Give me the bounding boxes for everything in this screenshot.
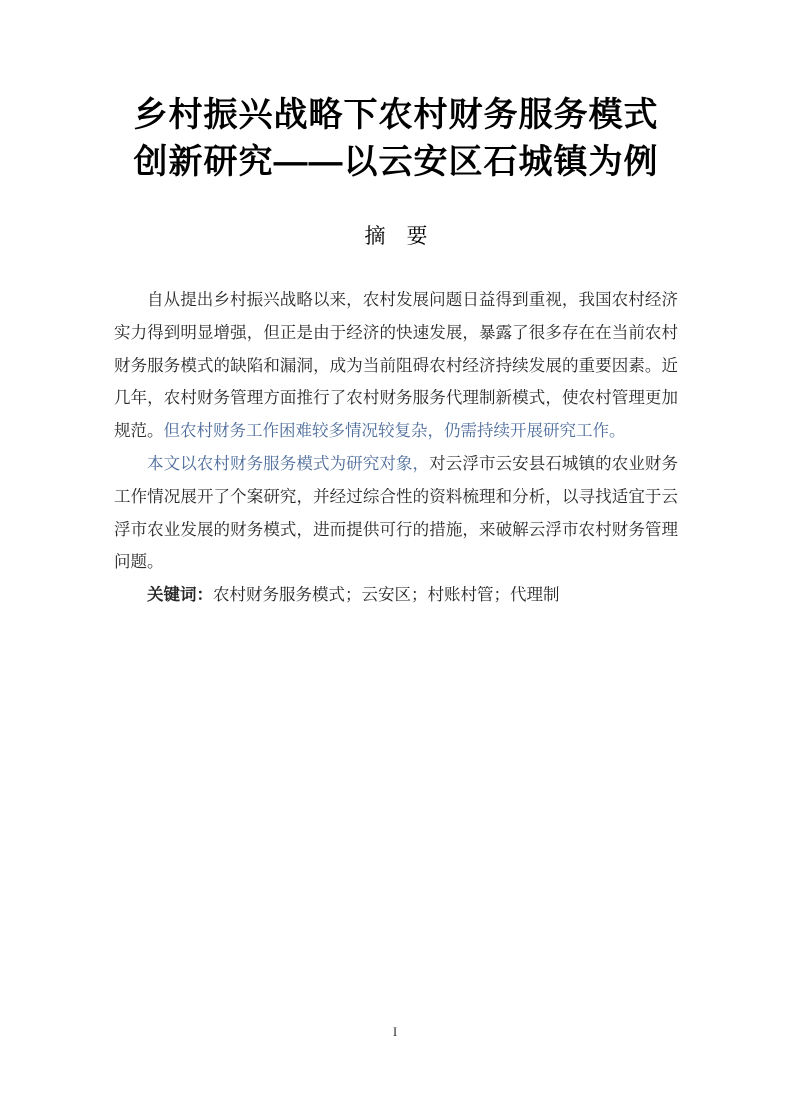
body-text-segment: 自从提出乡村振兴战略以来，农村发展问题日益得到重视，我国农村经济实力得到明显增强，但正是由于经济的快速发展，暴露了很多存在在当前农村财务服务模式的缺陷和漏洞，成为当前阻碍农村经济持续发展的重要因素。近几年，农村财务管理方面推行了农村财务服务代理制新模式，使农村管理更加规范。 (114, 290, 678, 441)
highlighted-text-segment: 本文以农村财务服务模式为研究对象， (147, 453, 430, 473)
abstract-body (114, 284, 678, 579)
abstract-paragraph (114, 448, 678, 579)
document-title-line-1: 乡村振兴战略下农村财务服务模式 (133, 96, 659, 134)
page-number: I (392, 1024, 398, 1039)
keywords-text: 农村财务服务模式；云安区；村账村管；代理制 (213, 585, 560, 605)
highlighted-text-segment: 但农村财务工作困难较多情况较复杂，仍需持续开展研究工作。 (163, 421, 626, 441)
keywords-block (114, 579, 678, 612)
body-text-segment: 对云浮市云安县石城镇的农业财务工作情况展开了个案研究，并经过综合性的资料梳理和分析，以寻找适宜于云浮市农业发展的财务模式，进而提供可行的措施，来破解云浮市农村财务管理问题。 (114, 453, 679, 572)
abstract-paragraph (114, 284, 678, 448)
keywords-label: 关键词： (147, 585, 213, 605)
document-title-line-2: 创新研究——以云安区石城镇为例 (133, 143, 659, 181)
keywords-line (114, 579, 678, 612)
document-title (114, 92, 678, 186)
abstract-heading: 摘 要 (364, 224, 428, 248)
